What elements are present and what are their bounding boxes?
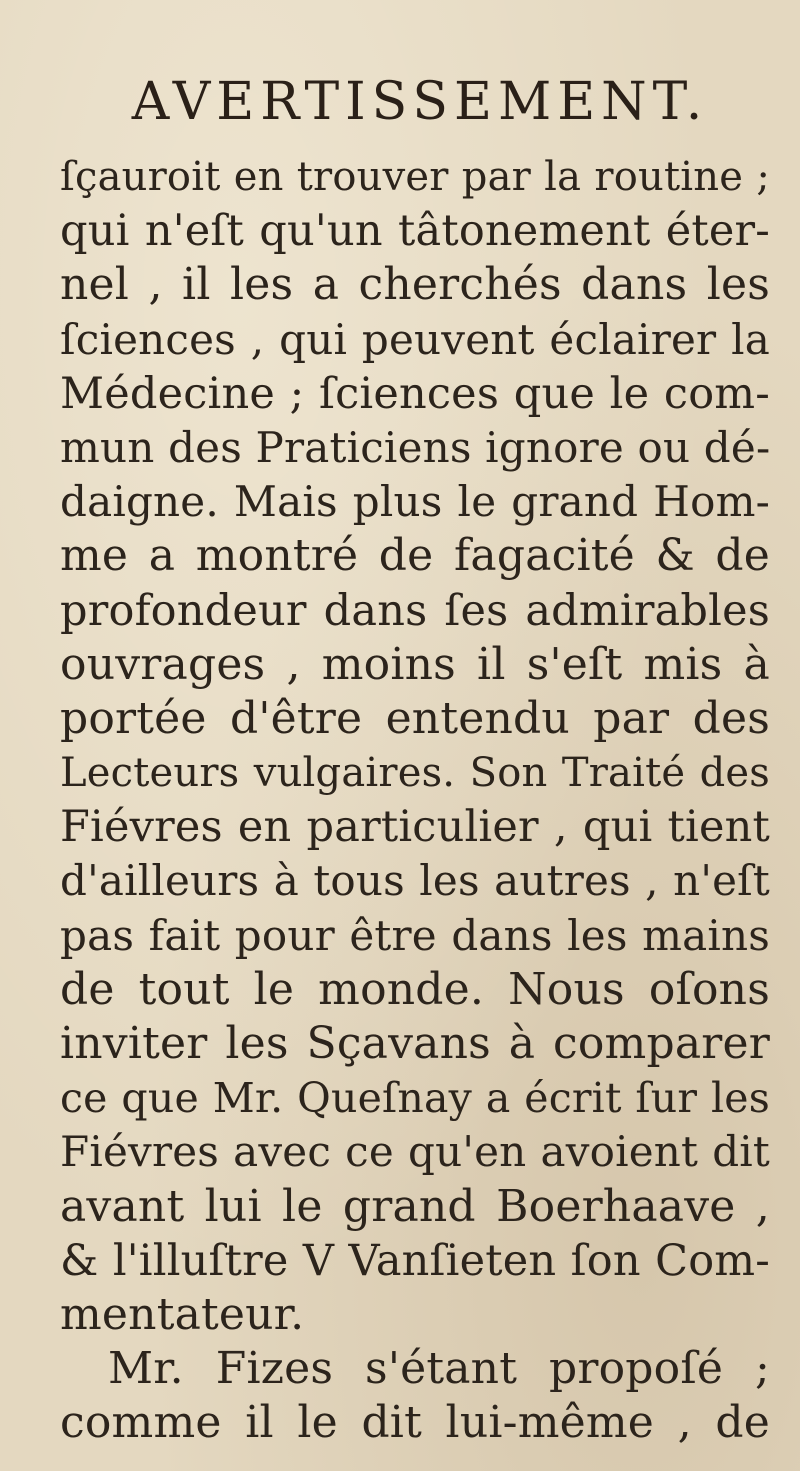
text-line: mun des Praticiens ignore ou dé- xyxy=(60,422,771,472)
text-line: qui n'eſt qu'un tâtonement éter- xyxy=(60,206,770,257)
text-line: pas fait pour être dans les mains xyxy=(60,910,770,960)
text-line: daigne. Mais plus le grand Hom- xyxy=(60,477,770,527)
text-line: ouvrages , moins il s'eſt mis à xyxy=(60,638,770,690)
body-text xyxy=(60,150,770,1451)
text-line: Fiévres avec ce qu'en avoient dit xyxy=(60,1127,770,1177)
text-line: ſciences , qui peuvent éclairer la xyxy=(60,314,770,364)
text-line: inviter les Sçavans à comparer xyxy=(60,1018,770,1069)
running-head: AVERTISSEMENT. xyxy=(131,72,709,132)
text-line: ſçauroit en trouver par la routine ; xyxy=(60,154,770,200)
text-line: Lecteurs vulgaires. Son Traité des xyxy=(60,750,770,797)
text-line: Mr. Fizes s'étant propoſé ; xyxy=(108,1343,770,1395)
text-line: me a montré de fagacité & de xyxy=(60,530,770,582)
text-line: Médecine ; ſciences que le com- xyxy=(60,368,770,419)
text-line: nel , il les a cherchés dans les xyxy=(60,259,770,311)
text-line: & l'illuſtre V Vanſieten ſon Com- xyxy=(60,1235,770,1286)
text-line: d'ailleurs à tous les autres , n'eſt xyxy=(60,856,770,906)
text-line: profondeur dans ſes admirables xyxy=(60,585,770,636)
text-line: de tout le monde. Nous oſons xyxy=(60,963,770,1015)
text-line: Fiévres en particulier , qui tient xyxy=(60,802,770,853)
text-line: mentateur. xyxy=(60,1288,305,1340)
text-line: portée d'être entendu par des xyxy=(60,692,770,744)
text-line: avant lui le grand Boerhaave , xyxy=(60,1180,770,1232)
text-line: ce que Mr. Queſnay a écrit ſur les xyxy=(60,1074,770,1123)
text-line: comme il le dit lui-même , de xyxy=(60,1397,770,1449)
